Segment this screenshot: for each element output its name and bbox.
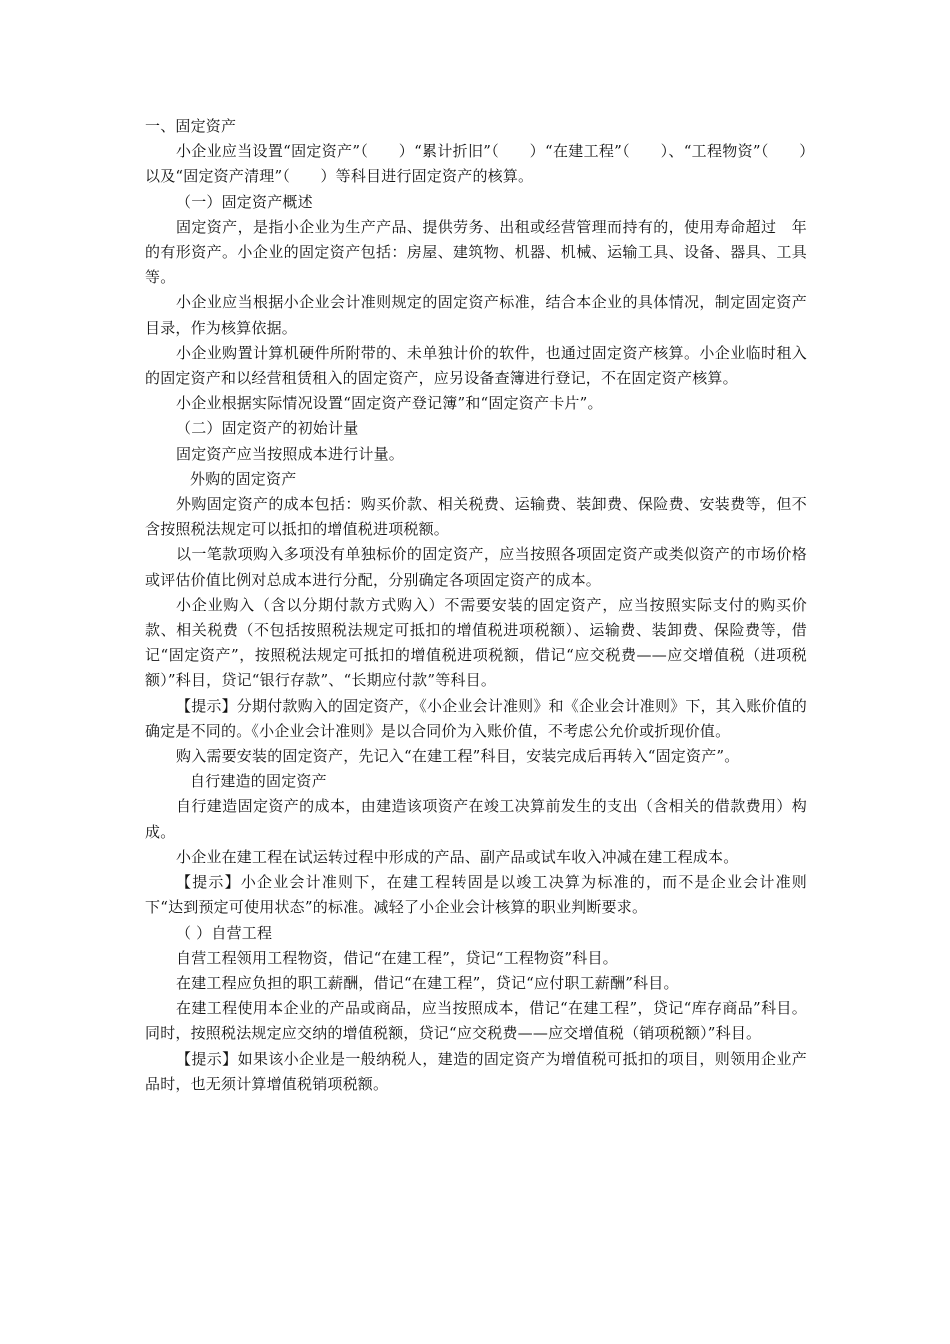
paragraph: 在建工程应负担的职工薪酬，借记“在建工程”，贷记“应付职工薪酬”科目。 xyxy=(176,973,679,992)
subsection-heading: （ ）自营工程 xyxy=(176,923,273,942)
paragraph: 小企业购入（含以分期付款方式购入）不需要安装的固定资产，应当按照实际支付的购买价款、相关税费（不包括按照税法规定可抵扣的增值税进项税额）、运输费、装卸费、保险费等，借记“固定资产”，按照税法规定可抵扣的增值税进项税额，借记“应交税费——应交增值税（进项税额）”科目，贷记“银行存款”、“长期应付款”等科目。 xyxy=(145,595,807,690)
paragraph: 小企业根据实际情况设置“固定资产登记簿”和“固定资产卡片”。 xyxy=(176,394,603,413)
paragraph: 小企业应当设置“固定资产”（ ）“累计折旧”（ ）“在建工程”（ ）、“工程物资”（ ）以及“固定资产清理”（ ）等科目进行固定资产的核算。 xyxy=(145,142,807,186)
paragraph: 小企业应当根据小企业会计准则规定的固定资产标准，结合本企业的具体情况，制定固定资产目录，作为核算依据。 xyxy=(145,293,807,337)
tip-paragraph: 【提示】分期付款购入的固定资产，《小企业会计准则》和《企业会计准则》下，其入账价值的确定是不同的。《小企业会计准则》是以合同价为入账价值，不考虑公允价或折现价值。 xyxy=(145,696,807,740)
paragraph: 小企业购置计算机硬件所附带的、未单独计价的软件，也通过固定资产核算。小企业临时租入的固定资产和以经营租赁租入的固定资产，应另设备查簿进行登记，不在固定资产核算。 xyxy=(145,343,807,388)
paragraph: 在建工程使用本企业的产品或商品，应当按照成本，借记“在建工程”，贷记“库存商品”科目。同时，按照税法规定应交纳的增值税额，贷记“应交税费——应交增值税（销项税额）”科目。 xyxy=(145,999,807,1043)
document-body xyxy=(145,114,807,1097)
paragraph: 小企业在建工程在试运转过程中形成的产品、副产品或试车收入冲减在建工程成本。 xyxy=(176,847,739,866)
tip-paragraph: 【提示】小企业会计准则下，在建工程转固是以竣工决算为标准的，而不是企业会计准则下“达到预定可使用状态”的标准。减轻了小企业会计核算的职业判断要求。 xyxy=(145,873,807,917)
paragraph: 购入需要安装的固定资产，先记入“在建工程”科目，安装完成后再转入“固定资产”。 xyxy=(176,747,740,766)
paragraph: 以一笔款项购入多项没有单独标价的固定资产，应当按照各项固定资产或类似资产的市场价格或评估价值比例对总成本进行分配，分别确定各项固定资产的成本。 xyxy=(145,545,807,589)
item-heading: 外购的固定资产 xyxy=(190,469,297,488)
tip-paragraph: 【提示】如果该小企业是一般纳税人，建造的固定资产为增值税可抵扣的项目，则领用企业产品时，也无须计算增值税销项税额。 xyxy=(145,1049,807,1093)
paragraph: 自营工程领用工程物资，借记“在建工程”，贷记“工程物资”科目。 xyxy=(176,948,618,967)
paragraph: 外购固定资产的成本包括：购买价款、相关税费、运输费、装卸费、保险费、安装费等，但不含按照税法规定可以抵扣的增值税进项税额。 xyxy=(145,495,807,539)
paragraph: 自行建造固定资产的成本，由建造该项资产在竣工决算前发生的支出（含相关的借款费用）构成。 xyxy=(145,797,807,841)
paragraph: 固定资产，是指小企业为生产产品、提供劳务、出租或经营管理而持有的，使用寿命超过 年的有形资产。小企业的固定资产包括：房屋、建筑物、机器、机械、运输工具、设备、器具、工具等。 xyxy=(145,217,807,287)
item-heading: 自行建造的固定资产 xyxy=(190,772,327,791)
section-heading: 一、固定资产 xyxy=(145,117,237,135)
subsection-heading: （二）固定资产的初始计量 xyxy=(176,419,359,438)
subsection-heading: （一）固定资产概述 xyxy=(176,192,313,211)
paragraph: 固定资产应当按照成本进行计量。 xyxy=(176,444,405,463)
